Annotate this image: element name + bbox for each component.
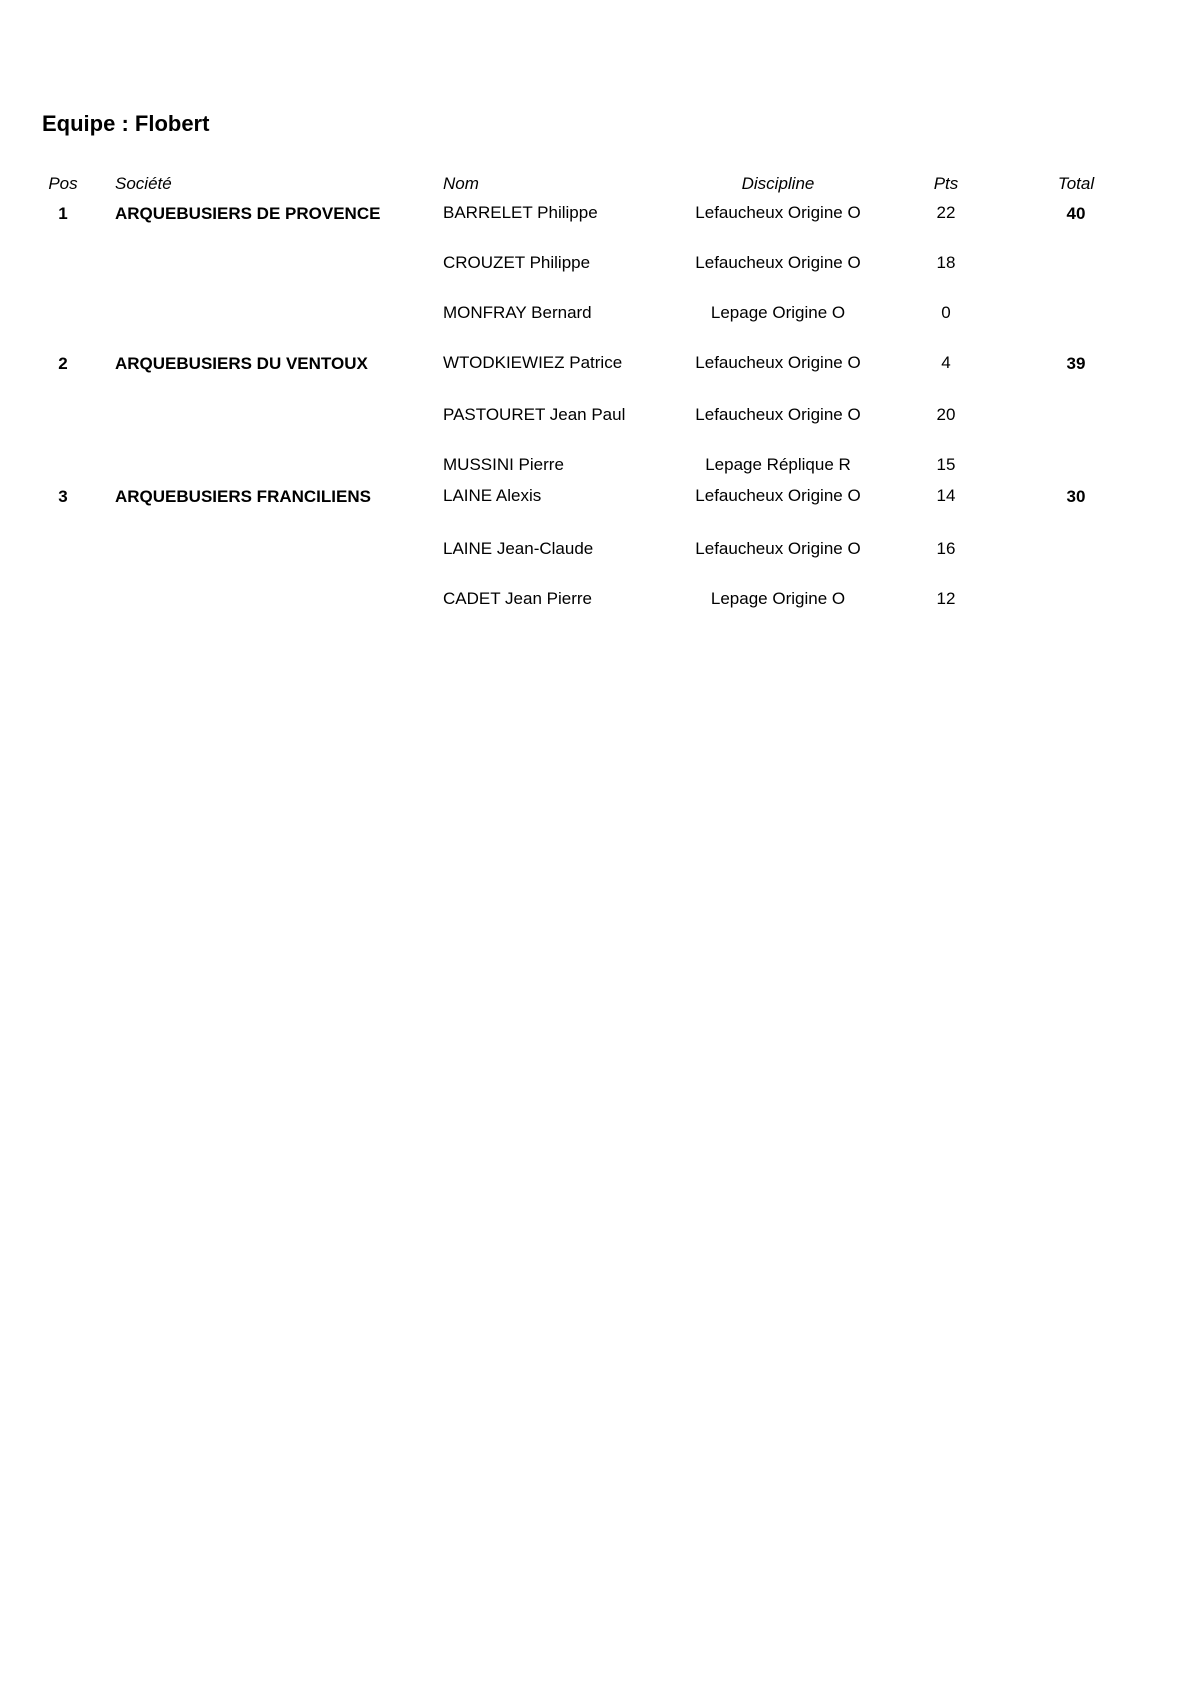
member-nom: CADET Jean Pierre [443, 589, 592, 608]
team-societe: ARQUEBUSIERS DE PROVENCE [115, 204, 381, 223]
member-discipline: Lefaucheux Origine O [695, 486, 861, 505]
member-discipline: Lepage Origine O [710, 589, 846, 608]
member-nom: LAINE Jean-Claude [443, 539, 594, 558]
member-pts: 14 [936, 486, 956, 505]
member-pts: 22 [936, 203, 956, 222]
member-discipline: Lefaucheux Origine O [695, 353, 861, 372]
member-discipline: Lefaucheux Origine O [695, 203, 861, 222]
member-discipline: Lepage Réplique R [705, 455, 851, 474]
member-nom: MONFRAY Bernard [443, 303, 592, 322]
member-discipline: Lefaucheux Origine O [695, 405, 861, 424]
member-nom: PASTOURET Jean Paul [443, 405, 626, 424]
header-nom: Nom [443, 174, 479, 193]
header-pos: Pos [48, 174, 78, 193]
team-total: 40 [1066, 204, 1086, 223]
member-pts: 15 [936, 455, 956, 474]
member-pts: 18 [936, 253, 956, 272]
team-pos: 2 [58, 354, 68, 373]
member-pts: 12 [936, 589, 956, 608]
member-nom: BARRELET Philippe [443, 203, 598, 222]
member-discipline: Lefaucheux Origine O [695, 253, 861, 272]
header-pts: Pts [933, 174, 959, 193]
member-discipline: Lefaucheux Origine O [695, 539, 861, 558]
member-pts: 20 [936, 405, 956, 424]
member-nom: CROUZET Philippe [443, 253, 591, 272]
page-title: Equipe : Flobert [42, 111, 210, 136]
header-discipline: Discipline [741, 174, 815, 193]
team-total: 30 [1066, 487, 1086, 506]
header-societe: Société [115, 174, 172, 193]
team-pos: 3 [58, 487, 68, 506]
member-nom: WTODKIEWIEZ Patrice [443, 353, 623, 372]
member-pts: 16 [936, 539, 956, 558]
team-societe: ARQUEBUSIERS DU VENTOUX [115, 354, 368, 373]
member-discipline: Lepage Origine O [710, 303, 846, 322]
team-societe: ARQUEBUSIERS FRANCILIENS [115, 487, 371, 506]
member-pts: 0 [941, 303, 951, 322]
member-pts: 4 [941, 353, 951, 372]
team-total: 39 [1066, 354, 1086, 373]
header-total: Total [1057, 174, 1095, 193]
team-pos: 1 [58, 204, 68, 223]
member-nom: LAINE Alexis [443, 486, 542, 505]
member-nom: MUSSINI Pierre [443, 455, 564, 474]
